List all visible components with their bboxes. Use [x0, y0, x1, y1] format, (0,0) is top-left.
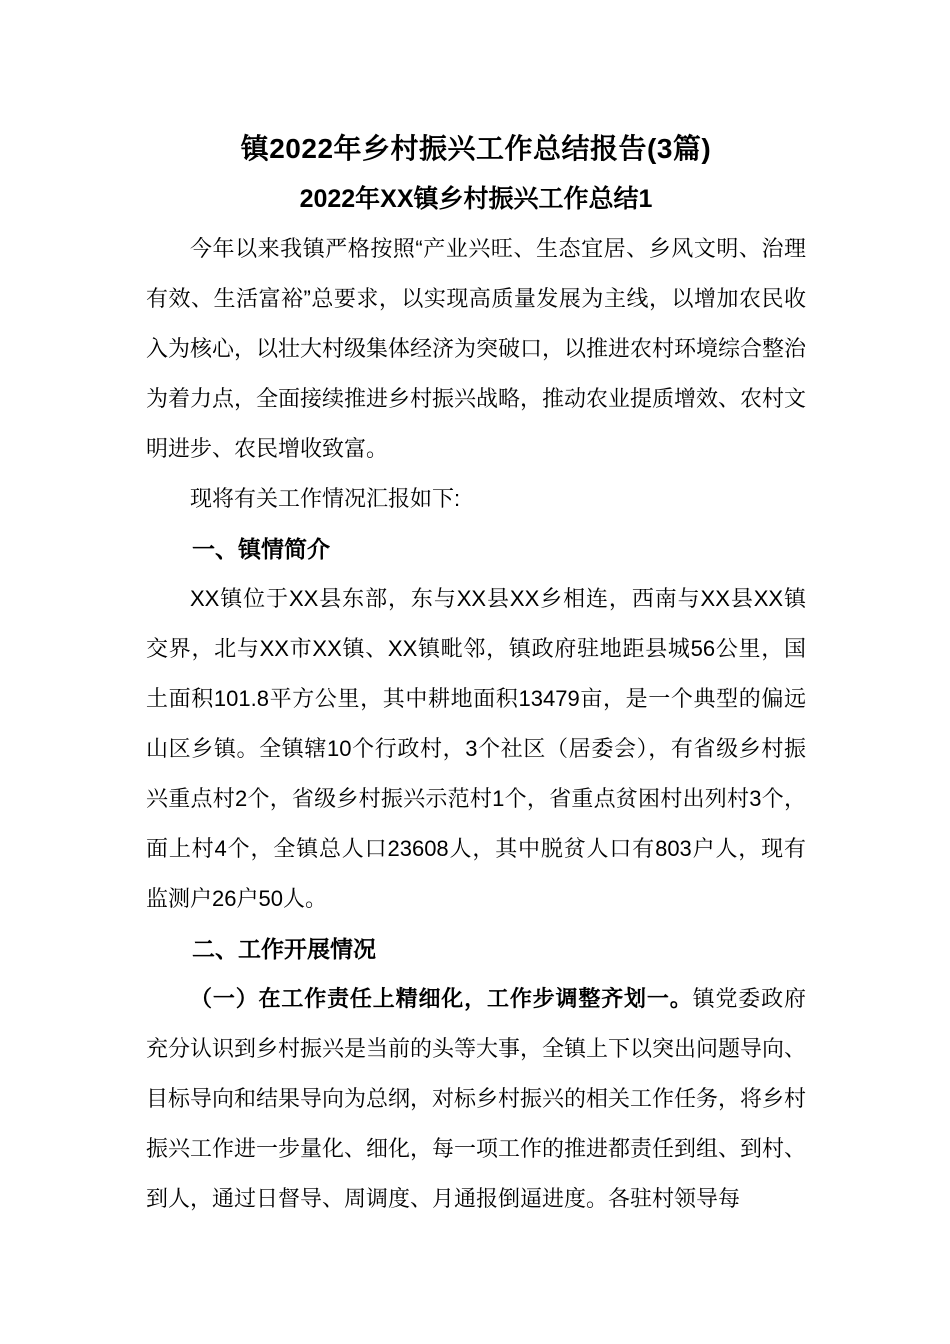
document-title: 镇2022年乡村振兴工作总结报告(3篇) [240, 133, 712, 164]
intro-paragraph: 今年以来我镇严格按照“产业兴旺、生态宜居、乡风文明、治理有效、生活富裕”总要求，以实现高质量发展为主线，以增加农民收入为核心，以壮大村级集体经济为突破口，以推进农村环境综合整治为着力点，全面接续推进乡村振兴战略，推动农业提质增效、农村文明进步、农民增收致富。 [146, 236, 807, 461]
section2-item1-body-text: 镇党委政府充分认识到乡村振兴是当前的头等大事，全镇上下以突出问题导向、目标导向和结果导向为总纲，对标乡村振兴的相关工作任务，将乡村振兴工作进一步量化、细化，每一项工作的推进都责任到组、到村、到人，通过日督导、周调度、月通报倒逼进度。各驻村领导每 [146, 986, 807, 1211]
section2-item1-paragraph [146, 974, 806, 1224]
section1-paragraph: XX镇位于XX县东部，东与XX县XX乡相连，西南与XX县XX镇交界，北与XX市XX镇、XX镇毗邻，镇政府驻地距县城56公里，国土面积101.8平方公里，其中耕地面积13479亩，是一个典型的偏远山区乡镇。全镇辖10个行政村，3个社区（居委会），有省级乡村振兴重点村2个，省级乡村振兴示范村1个，省重点贫困村出列村3个，面上村4个，全镇总人口23608人，其中脱贫人口有803户人，现有监测户26户50人。 [146, 586, 806, 911]
section1-heading: 一、镇情简介 [192, 536, 330, 562]
section2-heading: 二、工作开展情况 [192, 936, 376, 962]
section2-item1-bold-lead: （一）在工作责任上精细化，工作步调整齐划一。 [190, 986, 693, 1011]
document-subtitle: 2022年XX镇乡村振兴工作总结1 [299, 185, 653, 213]
transition-line: 现将有关工作情况汇报如下: [190, 486, 461, 511]
